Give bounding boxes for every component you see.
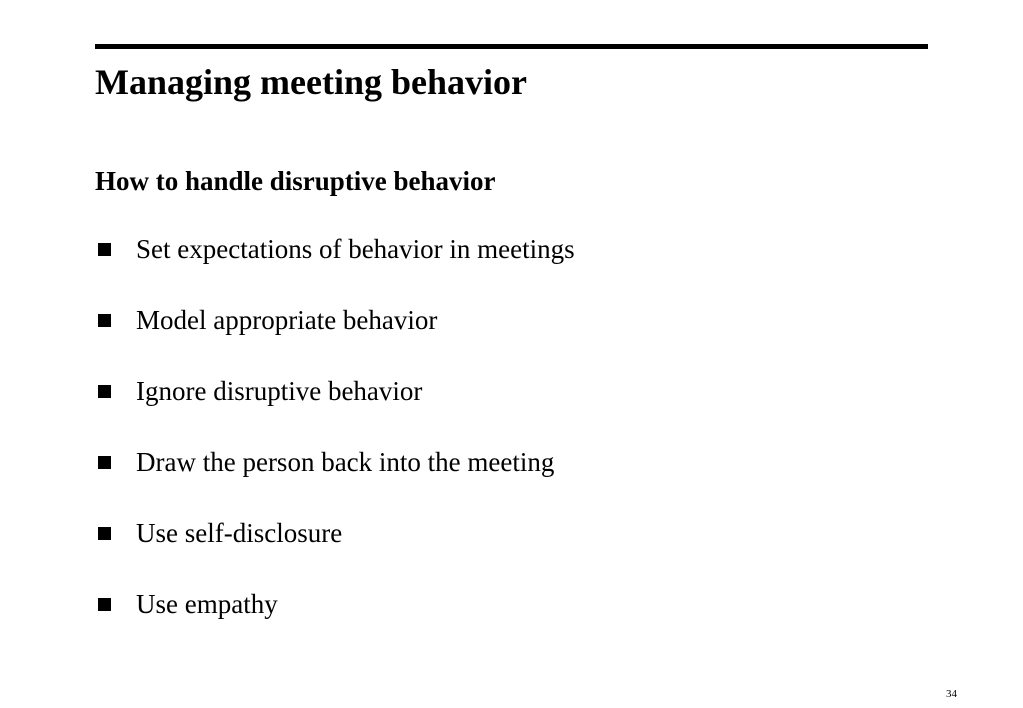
bullet-text: Use self-disclosure xyxy=(136,518,343,548)
bullet-text: Model appropriate behavior xyxy=(136,305,438,335)
slide-title: Managing meeting behavior xyxy=(95,62,527,102)
bullet-text: Set expectations of behavior in meetings xyxy=(136,234,575,264)
bullet-item xyxy=(95,587,575,658)
bullet-text: Draw the person back into the meeting xyxy=(136,447,555,477)
slide-subtitle: How to handle disruptive behavior xyxy=(95,166,496,196)
bullet-item xyxy=(95,374,575,445)
bullet-text: Use empathy xyxy=(136,589,278,619)
square-bullet-icon xyxy=(98,243,111,256)
square-bullet-icon xyxy=(98,314,111,327)
bullet-item xyxy=(95,516,575,587)
title-divider xyxy=(95,44,928,49)
page-number: 34 xyxy=(946,688,957,700)
square-bullet-icon xyxy=(98,527,111,540)
bullet-item xyxy=(95,303,575,374)
square-bullet-icon xyxy=(98,385,111,398)
bullet-item xyxy=(95,232,575,303)
square-bullet-icon xyxy=(98,456,111,469)
bullet-list xyxy=(95,232,575,658)
square-bullet-icon xyxy=(98,598,111,611)
bullet-text: Ignore disruptive behavior xyxy=(136,376,423,406)
bullet-item xyxy=(95,445,575,516)
